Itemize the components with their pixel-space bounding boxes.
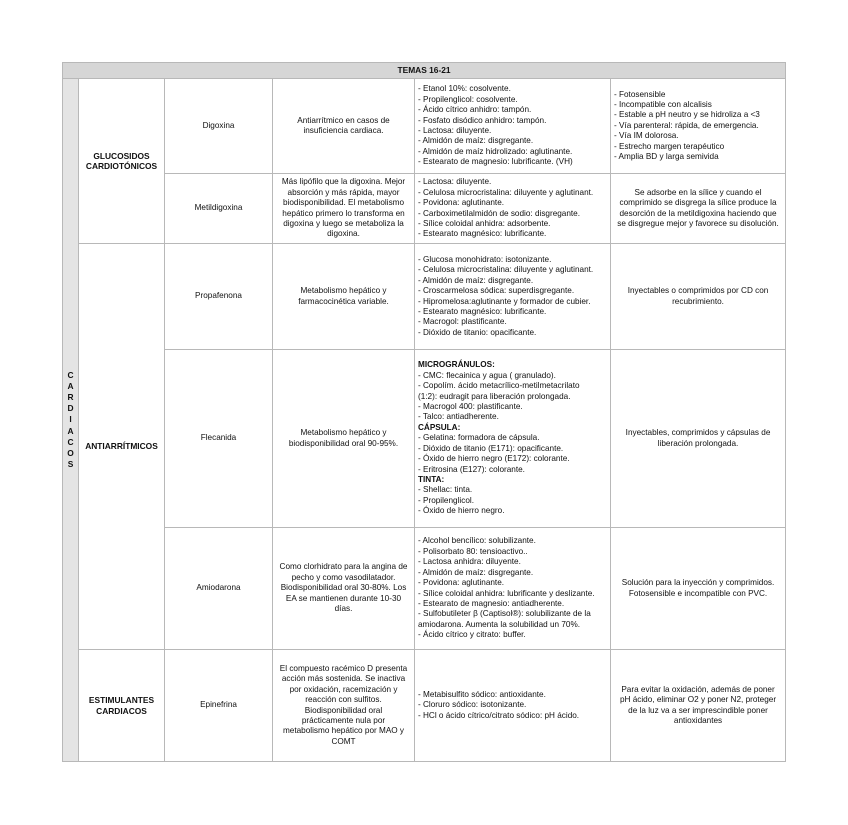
excipient-item: - Almidón de maíz: disgregante. xyxy=(418,567,534,577)
excipient-item: - Dióxido de titanio (E171): opacificante. xyxy=(418,443,564,453)
excipient-item: - Óxido de hierro negro. xyxy=(418,506,505,516)
excipient-item: - Hipromelosa:aglutinante y formador de cubier. xyxy=(418,296,591,306)
excipient-item: - HCl o ácido cítrico/citrato sódico: pH ácido. xyxy=(418,710,580,720)
excipient-item: - Almidón de maíz: disgregante. xyxy=(418,275,534,285)
excipient-item: - Ácido cítrico y citrato: buffer. xyxy=(418,630,526,640)
excipient-item: - Macrogol 400: plastificante. xyxy=(418,402,523,412)
notes-text: Se adsorbe en la sílice y cuando el comprimido se disgrega la sílice produce la desorción de la metildigoxina haciendo que se disgregue mejor y favorece su disolución. xyxy=(611,174,786,244)
excipient-item: - Shellac: tinta. xyxy=(418,485,473,495)
excipient-section-heading: CÁPSULA: xyxy=(418,422,461,432)
excipient-section-heading: TINTA: xyxy=(418,474,445,484)
drug-name: Digoxina xyxy=(165,79,273,174)
excipient-item: (1:2): eudragit para liberación prolongada. xyxy=(418,391,571,401)
excipient-item: - Lactosa anhidra: diluyente. xyxy=(418,557,521,567)
excipient-item: - Lactosa: diluyente. xyxy=(418,126,492,135)
excipient-item: - Macrogol: plastificante. xyxy=(418,317,507,327)
category-letter: A xyxy=(67,425,74,436)
excipient-item: - Almidón de maíz hidrolizado: aglutinante. xyxy=(418,146,573,156)
excipient-item: - Celulosa microcristalina: diluyente y aglutinant. xyxy=(418,187,594,197)
note-item: - Incompatible con alcalisis xyxy=(614,99,712,109)
excipient-item: - Estearato magnésico: lubrificante. xyxy=(418,306,547,316)
table-header: TEMAS 16-21 xyxy=(63,63,786,79)
excipient-item: - Polisorbato 80: tensioactivo.. xyxy=(418,546,528,556)
notes-text: Para evitar la oxidación, además de poner pH ácido, eliminar O2 y poner N2, proteger de la luz va a ser imprescindible poner antioxidantes xyxy=(611,650,786,762)
excipient-item: - Povidona: aglutinante. xyxy=(418,578,505,588)
excipients-list xyxy=(415,174,611,244)
category-letter: S xyxy=(67,459,74,470)
excipient-item: - Metabisulfito sódico: antioxidante. xyxy=(418,689,546,699)
excipient-item: - Propilenglicol. xyxy=(418,495,474,505)
excipient-item: - Sílice coloidal anhidra: adsorbente. xyxy=(418,218,551,228)
excipients-list xyxy=(415,79,611,174)
excipient-item: - Estearato magnésico: lubrificante. xyxy=(418,229,547,239)
group-antiarritmicos: ANTIARRÍTMICOS xyxy=(79,244,165,650)
excipient-item: - Dióxido de titanio: opacificante. xyxy=(418,327,537,337)
excipient-item: - Gelatina: formadora de cápsula. xyxy=(418,433,540,443)
category-letter: I xyxy=(69,414,72,425)
note-item: - Estable a pH neutro y se hidroliza a <3 xyxy=(614,110,760,120)
excipients-list xyxy=(415,650,611,762)
excipient-item: - CMC: flecainica y agua ( granulado). xyxy=(418,370,556,380)
excipient-item: - Eritrosina (E127): colorante. xyxy=(418,464,525,474)
notes-list xyxy=(611,79,786,174)
note-item: - Fotosensible xyxy=(614,89,666,99)
excipient-item: - Croscarmelosa sódica: superdisgregante. xyxy=(418,286,575,296)
excipient-item: - Povidona: aglutinante. xyxy=(418,198,505,208)
excipient-item: - Sílice coloidal anhidra: lubrificante y deslizante. xyxy=(418,588,595,598)
category-letter: C xyxy=(67,436,74,447)
group-glucosidos: GLUCOSIDOS CARDIOTÓNICOS xyxy=(79,79,165,244)
excipient-item: - Lactosa: diluyente. xyxy=(418,177,492,187)
excipient-item: - Celulosa microcristalina: diluyente y aglutinant. xyxy=(418,265,594,275)
excipient-item: - Fosfato disódico anhidro: tampón. xyxy=(418,115,547,125)
drug-description: Metabolismo hepático y biodisponibilidad oral 90-95%. xyxy=(273,350,415,528)
excipient-item: - Copolím. ácido metacrílico-metilmetacrilato xyxy=(418,381,580,391)
drug-description: Antiarrítmico en casos de insuficiencia cardiaca. xyxy=(273,79,415,174)
drug-description: Más lipófilo que la digoxina. Mejor absorción y más rápida, mayor biodisponibilidad. El metabolismo hepático primero lo transforma en digoxina y luego se metaboliza la digoxina. xyxy=(273,174,415,244)
note-item: - Amplia BD y larga semivida xyxy=(614,152,719,162)
excipient-item: - Óxido de hierro negro (E172): colorante. xyxy=(418,454,570,464)
excipient-section-heading: MICROGRÁNULOS: xyxy=(418,360,495,370)
note-item: - Vía parenteral: rápida, de emergencia. xyxy=(614,120,759,130)
excipient-item: - Alcohol bencílico: solubilizante. xyxy=(418,536,536,546)
excipient-item: - Cloruro sódico: isotonizante. xyxy=(418,700,527,710)
excipients-list xyxy=(415,350,611,528)
notes-text: Inyectables o comprimidos por CD con recubrimiento. xyxy=(611,244,786,350)
excipient-item: amiodarona. Aumenta la solubilidad un 70%. xyxy=(418,619,581,629)
drug-name: Epinefrina xyxy=(165,650,273,762)
excipient-item: - Sulfobutileter β (Captisol®): solubilizante de la xyxy=(418,609,591,619)
drug-description: El compuesto racémico D presenta acción más sostenida. Se inactiva por oxidación, racemización y reacción con sulfitos. Biodisponibilidad oral prácticamente nula por metabolismo hepático por MAO y COMT xyxy=(273,650,415,762)
category-letter: R xyxy=(67,391,74,402)
excipients-list xyxy=(415,528,611,650)
excipient-item: - Estearato de magnesio: lubrificante. (VH) xyxy=(418,157,573,167)
pharma-table xyxy=(62,62,786,762)
excipient-item: - Almidón de maíz: disgregante. xyxy=(418,136,534,146)
category-letter: D xyxy=(67,403,74,414)
excipient-item: - Talco: antiadherente. xyxy=(418,412,499,422)
category-letter: A xyxy=(67,380,74,391)
drug-name: Flecanida xyxy=(165,350,273,528)
category-letter: C xyxy=(67,369,74,380)
note-item: - Estrecho margen terapéutico xyxy=(614,141,725,151)
group-estimulantes: ESTIMULANTES CARDIACOS xyxy=(79,650,165,762)
notes-text: Inyectables, comprimidos y cápsulas de liberación prolongada. xyxy=(611,350,786,528)
drug-description: Como clorhidrato para la angina de pecho y como vasodilatador. Biodisponibilidad oral 30-80%. Los EA se mantienen durante 10-30 días. xyxy=(273,528,415,650)
excipient-item: - Ácido cítrico anhidro: tampón. xyxy=(418,105,532,115)
excipient-item: - Carboximetilalmidón de sodio: disgregante. xyxy=(418,208,581,218)
excipient-item: - Estearato de magnesio: antiadherente. xyxy=(418,598,565,608)
excipients-list xyxy=(415,244,611,350)
excipient-item: - Propilenglicol: cosolvente. xyxy=(418,94,518,104)
drug-name: Amiodarona xyxy=(165,528,273,650)
category-letter: O xyxy=(67,448,74,458)
drug-name: Metildigoxina xyxy=(165,174,273,244)
drug-name: Propafenona xyxy=(165,244,273,350)
excipient-item: - Glucosa monohidrato: isotonizante. xyxy=(418,254,552,264)
notes-text: Solución para la inyección y comprimidos. Fotosensible e incompatible con PVC. xyxy=(611,528,786,650)
excipient-item: - Etanol 10%: cosolvente. xyxy=(418,84,511,94)
drug-description: Metabolismo hepático y farmacocinética variable. xyxy=(273,244,415,350)
category-cardiacos xyxy=(63,79,79,762)
note-item: - Vía IM dolorosa. xyxy=(614,131,679,141)
